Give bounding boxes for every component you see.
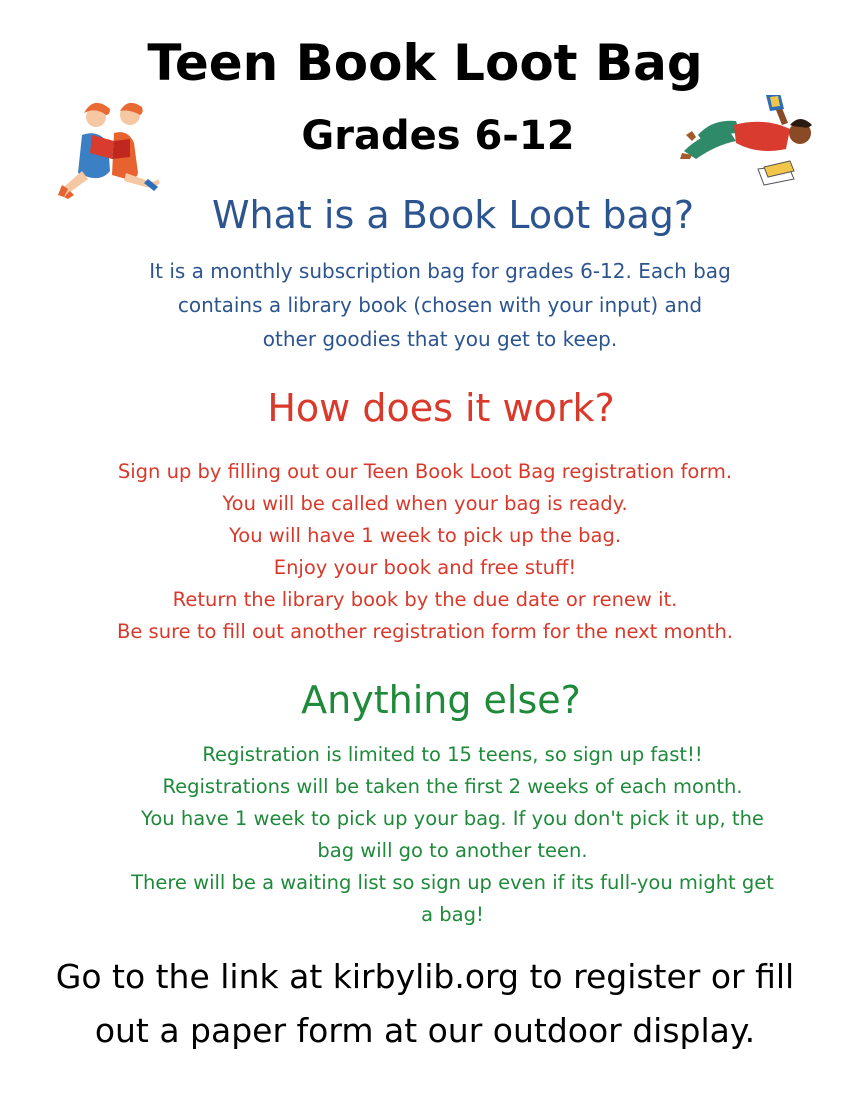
registration-instructions (0, 950, 850, 1058)
section-what-line: other goodies that you get to keep. (262, 327, 618, 351)
section-how-line: You will have 1 week to pick up the bag. (228, 524, 622, 547)
section-else-line: Registration is limited to 15 teens, so sign up fast!! (202, 743, 703, 766)
section-how-line: Return the library book by the due date or renew it. (172, 588, 678, 611)
page-title: Teen Book Loot Bag (147, 34, 703, 92)
section-else-line: Registrations will be taken the first 2 weeks of each month. (162, 775, 743, 798)
section-else-line: a bag! (421, 903, 484, 926)
section-what-heading: What is a Book Loot bag? (211, 193, 695, 237)
section-how-line: You will be called when your bag is ready. (222, 492, 628, 515)
section-how-body (25, 456, 825, 648)
section-what-line: It is a monthly subscription bag for grades 6-12. Each bag (149, 259, 731, 283)
section-else-body (95, 739, 810, 931)
section-what-body (90, 254, 790, 356)
page-subtitle: Grades 6-12 (301, 113, 575, 159)
section-how-line: Be sure to fill out another registration form for the next month. (116, 620, 734, 643)
footer-line: Go to the link at kirbylib.org to register or fill (55, 957, 795, 996)
section-how-heading: How does it work? (267, 386, 615, 430)
section-else-line: You have 1 week to pick up your bag. If you don't pick it up, the (141, 807, 764, 830)
section-what-line: contains a library book (chosen with your input) and (177, 293, 703, 317)
section-how-line: Sign up by filling out our Teen Book Loot Bag registration form. (117, 460, 733, 483)
section-else-heading: Anything else? (301, 678, 581, 722)
footer-line: out a paper form at our outdoor display. (94, 1011, 756, 1050)
section-how-line: Enjoy your book and free stuff! (273, 556, 577, 579)
section-else-line: There will be a waiting list so sign up even if its full-you might get (131, 871, 774, 894)
section-else-line: bag will go to another teen. (317, 839, 588, 862)
